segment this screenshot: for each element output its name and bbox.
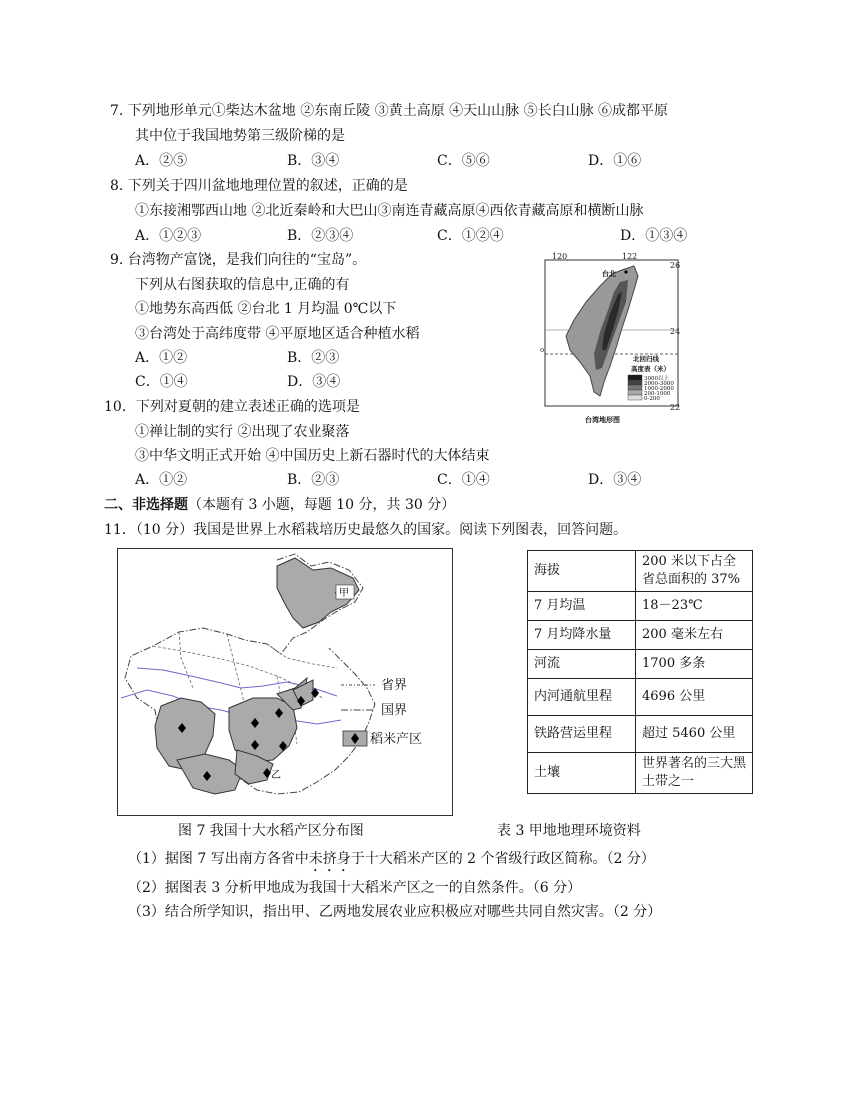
q8-option-d: D．①③④: [620, 228, 688, 244]
q7-option-d: D．①⑥: [588, 153, 642, 169]
q7-option-a: A．②⑤: [135, 153, 188, 169]
legend-title: 高度表（米）: [631, 365, 670, 373]
svg-text:o: o: [540, 346, 545, 354]
q11-sub3: （3）结合所学知识，指出甲、乙两地发展农业应积极应对哪些共同自然灾害。（2 分）: [128, 904, 662, 920]
table-row: 河流 1700 多条: [528, 650, 753, 679]
q8-option-b: B．②③④: [287, 228, 354, 244]
q10-option-c: C．①④: [437, 472, 490, 488]
table-row: 内河通航里程 4696 公里: [528, 679, 753, 716]
taiwan-terrain-map: [530, 250, 690, 430]
q8-option-c: C．①②④: [437, 228, 504, 244]
taiwan-map-caption: 台湾地形图: [585, 415, 620, 424]
q9-option-c: C．①④: [135, 374, 188, 390]
q10-stem-line2: ①禅让制的实行 ②出现了农业聚落: [135, 424, 350, 440]
q11-sub1-emphasis: 未挤身: [308, 851, 351, 867]
q10-option-a: A．①②: [135, 472, 188, 488]
q9-stem-line2: 下列从右图获取的信息中,正确的有: [135, 277, 350, 293]
q7-option-b: B．③④: [287, 153, 340, 169]
section2-heading: [104, 495, 455, 515]
legend-item-4: 200-1000: [644, 391, 671, 397]
legend-item-2: 2000-3000: [644, 381, 674, 387]
q11-sub2: （2）据图表 3 分析甲地成为我国十大稻米产区之一的自然条件。（6 分）: [128, 880, 582, 896]
q11-sub1: （1）据图 7 写出南方各省中未挤身于十大稻米产区的 2 个省级行政区简称。（2 分）: [128, 851, 655, 867]
table3-caption: 表 3 甲地地理环境资料: [497, 823, 641, 839]
q8-stem-line1: 8. 下列关于四川盆地地理位置的叙述，正确的是: [110, 178, 408, 194]
q8-option-a: A．①②③: [135, 228, 202, 244]
section2-note: （本题有 3 小题，每题 10 分，共 30 分）: [188, 497, 456, 513]
q8-stem-line2: ①东接湘鄂西山地 ②北近秦岭和大巴山③南连青藏高原④西依青藏高原和横断山脉: [135, 203, 644, 219]
table-row: 铁路营运里程 超过 5460 公里: [528, 716, 753, 753]
lon-120-label: 120: [552, 252, 568, 261]
table-row: 海拔 200 米以下占全省总面积的 37%: [528, 551, 753, 592]
table-row: 土壤 世界著名的三大黑土带之一: [528, 753, 753, 794]
lat-24-label: 24: [670, 327, 681, 336]
map-legend-national: 国界: [381, 703, 408, 718]
q10-stem-line3: ③中华文明正式开始 ④中国历史上新石器时代的大体结束: [135, 448, 490, 464]
map-label-jia: 甲: [339, 588, 349, 599]
table-row: 7 月均降水量 200 毫米左右: [528, 621, 753, 650]
table-row: 7 月均温 18－23℃: [528, 592, 753, 621]
section2-title: 二、非选择题: [104, 497, 188, 513]
map-legend-rice: 稻米产区: [370, 732, 423, 747]
q10-option-b: B．②③: [287, 472, 340, 488]
legend-item-1: 3000以上: [644, 376, 669, 382]
q7-stem-line2: 其中位于我国地势第三级阶梯的是: [135, 128, 345, 144]
q10-stem-line1: 10．下列对夏朝的建立表述正确的选项是: [104, 399, 360, 415]
q11-stem: 11．（10 分）我国是世界上水稻栽培历史最悠久的国家。阅读下列图表，回答问题。: [104, 522, 628, 538]
map-label-yi: 乙: [271, 770, 281, 781]
lon-122-label: 122: [622, 252, 638, 261]
figure7-caption: 图 7 我国十大水稻产区分布图: [178, 823, 364, 839]
q9-stem-line4: ③台湾处于高纬度带 ④平原地区适合种植水稻: [135, 326, 420, 342]
legend-item-5: 0-200: [644, 396, 660, 402]
q10-option-d: D．③④: [588, 472, 642, 488]
q7-option-c: C．⑤⑥: [437, 153, 490, 169]
q9-option-b: B．②③: [287, 350, 340, 366]
legend-item-3: 1000-2000: [644, 386, 674, 392]
map-legend-province: 省界: [381, 678, 408, 693]
lat-22-label: 22: [670, 403, 681, 412]
q9-stem-line3: ①地势东高西低 ②台北 1 月均温 0℃以下: [135, 301, 397, 317]
q9-stem-line1: 9. 台湾物产富饶，是我们向往的“宝岛”。: [110, 252, 367, 268]
q7-stem-line1: 7. 下列地形单元①柴达木盆地 ②东南丘陵 ③黄土高原 ④天山山脉 ⑤长白山脉 ⑥成都平原: [110, 103, 669, 119]
q9-option-a: A．①②: [135, 350, 188, 366]
jia-geo-table: [527, 550, 753, 794]
q9-option-d: D．③④: [287, 374, 341, 390]
tropic-label: 北回归线: [633, 355, 659, 363]
lat-26-label: 26: [670, 261, 681, 270]
china-rice-map: [117, 548, 453, 816]
taipei-label: 台北: [602, 269, 616, 278]
